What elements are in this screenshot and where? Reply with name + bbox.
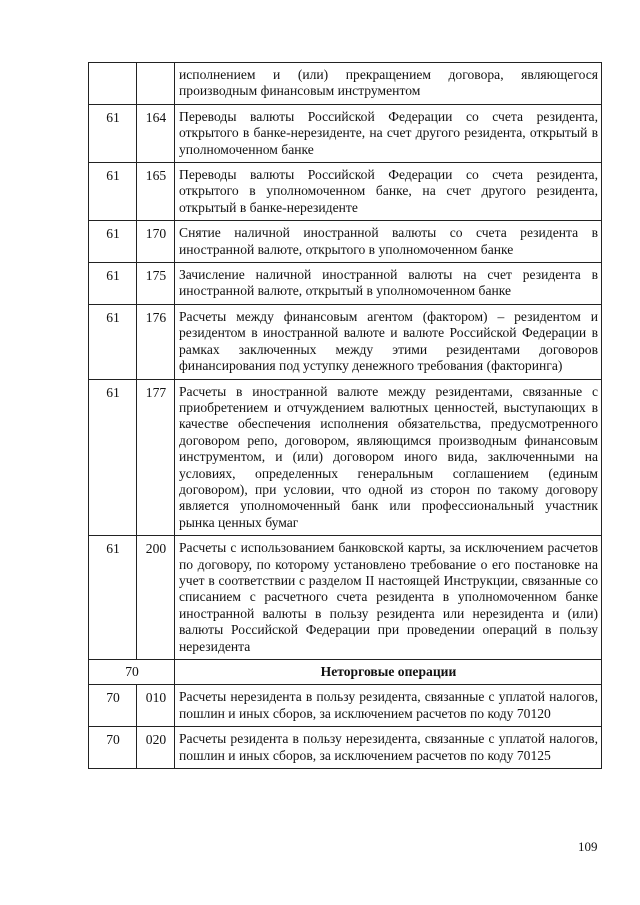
table-row [89, 685, 602, 727]
operation-description-cell: Расчеты между финансовым агентом (фактором) – резидентом и резидентом в иностранной валюте и валюте Российской Федерации в рамках заключенных между этими резидентами договоров финансирования под уступку денежного требования (факторинга) [175, 304, 602, 379]
operation-code-cell [137, 63, 175, 105]
page-number: 109 [578, 839, 598, 854]
operation-code-cell: 200 [137, 536, 175, 660]
section-group-code: 70 [89, 660, 175, 685]
operation-description-cell: Расчеты в иностранной валюте между резидентами, связанные с приобретением и отчуждением валютных ценностей, выступающих в качестве обеспечения исполнения обязательства, предусмотренного договором репо, договором, являющимся производным финансовым инструментом, и (или) договором иного вида, заключенными на условиях, определенных генеральным соглашением (единым договором), при условии, что одной из сторон по такому договору является уполномоченный банк или профессиональный участник рынка ценных бумаг [175, 379, 602, 536]
operation-code-cell: 164 [137, 104, 175, 162]
table-row [89, 536, 602, 660]
table-row [89, 263, 602, 305]
operation-code-cell: 177 [137, 379, 175, 536]
operation-code-cell: 175 [137, 263, 175, 305]
table-row [89, 727, 602, 769]
group-code-cell: 61 [89, 304, 137, 379]
section-title: Неторговые операции [175, 660, 602, 685]
group-code-cell: 61 [89, 263, 137, 305]
table-row [89, 63, 602, 105]
operation-code-cell: 020 [137, 727, 175, 769]
operation-description-cell: Переводы валюты Российской Федерации со счета резидента, открытого в уполномоченном банке, на счет другого резидента, открытый в банке-нерезиденте [175, 163, 602, 221]
table-row [89, 104, 602, 162]
operation-code-cell: 176 [137, 304, 175, 379]
operation-description-cell: Зачисление наличной иностранной валюты на счет резидента в иностранной валюте, открытый в уполномоченном банке [175, 263, 602, 305]
table-row [89, 221, 602, 263]
group-code-cell: 61 [89, 104, 137, 162]
operation-description-cell: исполнением и (или) прекращением договора, являющегося производным финансовым инструментом [175, 63, 602, 105]
operation-code-cell: 170 [137, 221, 175, 263]
group-code-cell: 61 [89, 163, 137, 221]
group-code-cell: 70 [89, 727, 137, 769]
group-code-cell: 61 [89, 379, 137, 536]
operation-code-cell: 010 [137, 685, 175, 727]
group-code-cell: 61 [89, 536, 137, 660]
operation-description-cell: Расчеты с использованием банковской карты, за исключением расчетов по договору, по которому установлено требование о его постановке на учет в соответствии с разделом II настоящей Инструкции, связанные со списанием с расчетного счета резидента в уполномоченном банке иностранной валюты в пользу резидента или нерезидента и (или) валюты Российской Федерации при проведении операций в пользу нерезидента [175, 536, 602, 660]
table-body [89, 63, 602, 769]
operation-description-cell: Снятие наличной иностранной валюты со счета резидента в иностранной валюте, открытого в уполномоченном банке [175, 221, 602, 263]
table-row [89, 163, 602, 221]
group-code-cell: 61 [89, 221, 137, 263]
operation-description-cell: Расчеты нерезидента в пользу резидента, связанные с уплатой налогов, пошлин и иных сборов, за исключением расчетов по коду 70120 [175, 685, 602, 727]
section-header-row [89, 660, 602, 685]
table-row [89, 304, 602, 379]
group-code-cell [89, 63, 137, 105]
table-row [89, 379, 602, 536]
group-code-cell: 70 [89, 685, 137, 727]
operation-code-cell: 165 [137, 163, 175, 221]
operation-description-cell: Расчеты резидента в пользу нерезидента, связанные с уплатой налогов, пошлин и иных сборов, за исключением расчетов по коду 70125 [175, 727, 602, 769]
operation-codes-table [88, 62, 602, 769]
operation-description-cell: Переводы валюты Российской Федерации со счета резидента, открытого в банке-нерезиденте, на счет другого резидента, открытый в уполномоченном банке [175, 104, 602, 162]
